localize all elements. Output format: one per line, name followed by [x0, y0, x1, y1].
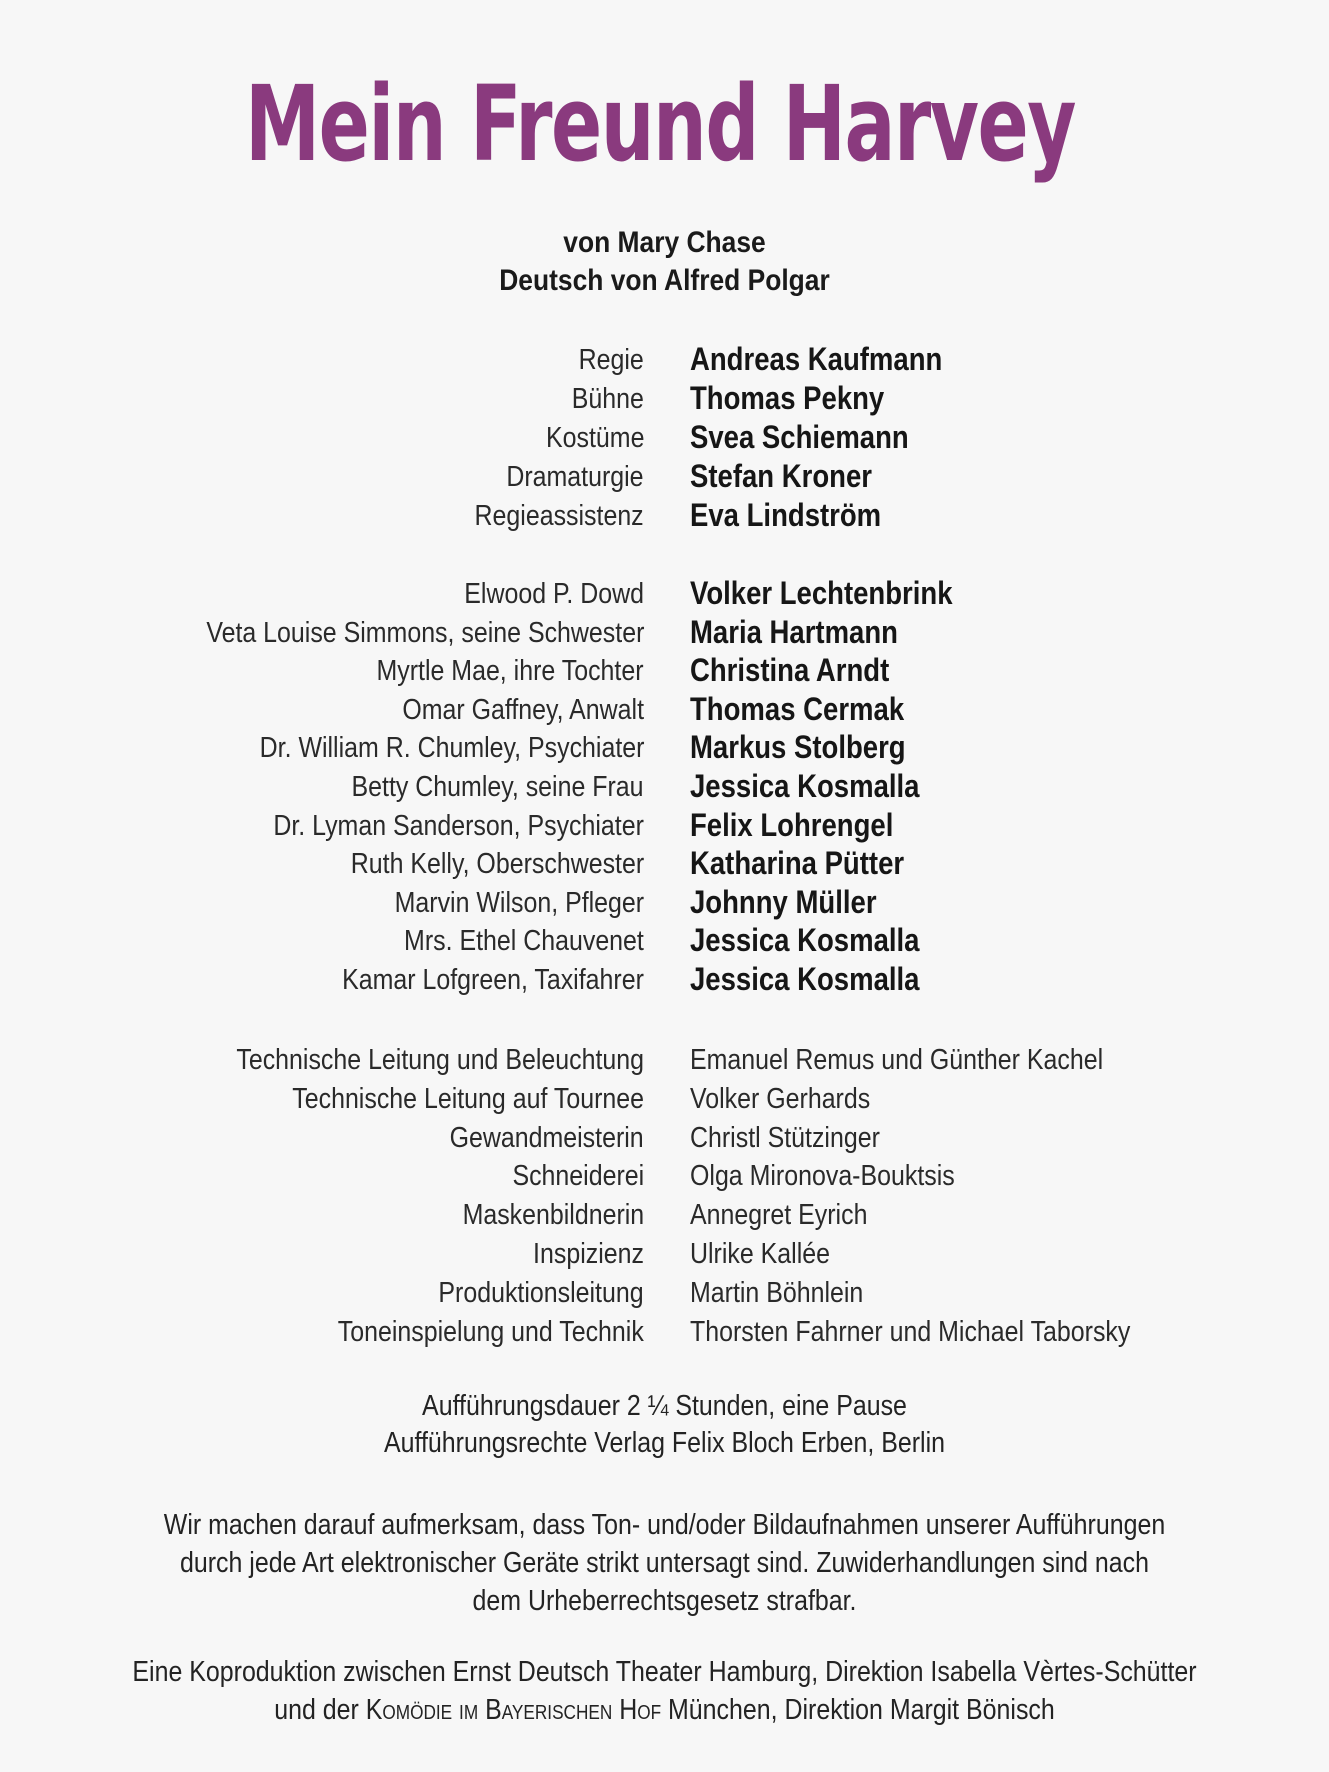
credit-name: Volker Gerhards: [690, 1082, 871, 1115]
credit-name: Thomas Pekny: [690, 380, 885, 416]
credit-row: [0, 806, 1329, 848]
rights-line: Aufführungsrechte Verlag Felix Bloch Erben, Berlin: [383, 1427, 946, 1459]
translator-line: Deutsch von Alfred Polgar: [499, 264, 830, 297]
credit-row: [0, 341, 1329, 382]
notice-line-2: durch jede Art elektronischer Geräte strikt untersagt sind. Zuwiderhandlungen sind nach: [179, 1547, 1150, 1579]
credit-role: Maskenbildnerin: [462, 1199, 644, 1232]
credit-role: Marvin Wilson, Pfleger: [394, 886, 644, 919]
credit-role: Gewandmeisterin: [449, 1121, 644, 1154]
credit-role: Omar Gaffney, Anwalt: [402, 693, 644, 726]
credit-role: Technische Leitung und Beleuchtung: [236, 1044, 644, 1076]
notice-line-3: dem Urheberrechtsgesetz strafbar.: [472, 1585, 857, 1617]
credit-name: Eva Lindström: [690, 497, 882, 533]
credit-role: Ruth Kelly, Oberschwester: [350, 848, 644, 881]
credit-row: [0, 1160, 1329, 1198]
credit-name: Olga Mironova-Bouktsis: [690, 1160, 955, 1193]
credit-row: [0, 729, 1329, 770]
credit-row: [0, 690, 1329, 732]
credit-role: Betty Chumley, seine Frau: [351, 771, 644, 803]
credit-role: Mrs. Ethel Chauvenet: [404, 925, 644, 958]
credit-row: [0, 1044, 1329, 1082]
credit-name: Svea Schiemann: [690, 419, 909, 455]
title-text: Mein Freund Harvey: [245, 63, 1076, 185]
author-line: von Mary Chase: [563, 226, 766, 259]
credit-row: [0, 922, 1329, 963]
credit-row: [0, 1277, 1329, 1315]
credit-name: Stefan Kroner: [690, 458, 872, 494]
coproduction-prefix: und der: [274, 1694, 366, 1726]
coproduction-line-2: [93, 1694, 1236, 1727]
notice-line-1: Wir machen darauf aufmerksam, dass Ton- und/oder Bildaufnahmen unserer Aufführungen: [163, 1509, 1166, 1541]
credit-row: [0, 961, 1329, 1002]
credit-name: Emanuel Remus und Günther Kachel: [690, 1044, 1104, 1076]
credit-row: [0, 1316, 1329, 1354]
credit-name: Ulrike Kallée: [690, 1238, 831, 1270]
credit-role: Myrtle Mae, ihre Tochter: [376, 655, 644, 688]
credit-role: Technische Leitung auf Tournee: [292, 1082, 644, 1115]
credit-row: [0, 1122, 1329, 1160]
credit-row: [0, 1083, 1329, 1121]
credit-name: Andreas Kaufmann: [690, 341, 943, 377]
credit-name: Katharina Pütter: [690, 845, 905, 882]
credit-role: Elwood P. Dowd: [464, 578, 644, 610]
credit-row: [0, 497, 1329, 538]
credit-role: Regie: [578, 344, 644, 376]
credit-role: Kostüme: [545, 422, 644, 454]
credit-row: [0, 419, 1329, 460]
credit-name: Johnny Müller: [690, 883, 877, 920]
credit-role: Dr. Lyman Sanderson, Psychiater: [273, 809, 644, 842]
coproduction-venue: Komödie im Bayerischen Hof: [365, 1694, 662, 1726]
credit-row: [0, 575, 1329, 616]
duration-line: Aufführungsdauer 2 ¼ Stunden, eine Pause: [422, 1390, 907, 1422]
credit-name: Jessica Kosmalla: [690, 961, 920, 997]
credit-role: Regieassistenz: [474, 500, 644, 532]
credit-name: Christina Arndt: [690, 652, 890, 689]
play-title: [245, 40, 1085, 230]
credit-role: Dramaturgie: [506, 461, 644, 493]
credit-name: Felix Lohrengel: [690, 806, 894, 843]
credit-role: Veta Louise Simmons, seine Schwester: [205, 616, 644, 649]
credit-name: Markus Stolberg: [690, 729, 906, 766]
title-handwriting: [245, 40, 1085, 230]
coproduction-suffix: München, Direktion Margit Bönisch: [661, 1694, 1055, 1726]
coproduction-line-1: Eine Koproduktion zwischen Ernst Deutsch Theater Hamburg, Direktion Isabella Vèrtes-Schütter: [132, 1656, 1197, 1688]
credit-name: Jessica Kosmalla: [690, 768, 920, 804]
credit-name: Jessica Kosmalla: [690, 922, 920, 959]
credit-row: [0, 883, 1329, 925]
credit-row: [0, 1199, 1329, 1237]
credit-name: Annegret Eyrich: [690, 1199, 868, 1232]
credit-role: Inspizienz: [533, 1238, 644, 1270]
credit-name: Volker Lechtenbrink: [690, 575, 953, 611]
credit-name: Martin Böhnlein: [690, 1276, 864, 1309]
credit-role: Toneinspielung und Technik: [338, 1315, 644, 1348]
credit-role: Dr. William R. Chumley, Psychiater: [259, 732, 644, 765]
credit-row: [0, 768, 1329, 809]
credit-row: [0, 845, 1329, 886]
credit-row: [0, 613, 1329, 655]
credit-role: Produktionsleitung: [438, 1276, 644, 1309]
credit-row: [0, 380, 1329, 421]
credit-role: Kamar Lofgreen, Taxifahrer: [342, 964, 644, 996]
credit-name: Christl Stützinger: [690, 1121, 880, 1154]
credit-name: Thorsten Fahrner und Michael Taborsky: [690, 1315, 1131, 1348]
credit-role: Schneiderei: [512, 1160, 644, 1193]
credit-row: [0, 1238, 1329, 1276]
credit-role: Bühne: [571, 383, 644, 415]
credit-name: Thomas Cermak: [690, 690, 905, 727]
credit-name: Maria Hartmann: [690, 613, 898, 650]
credit-row: [0, 458, 1329, 499]
credit-row: [0, 652, 1329, 693]
